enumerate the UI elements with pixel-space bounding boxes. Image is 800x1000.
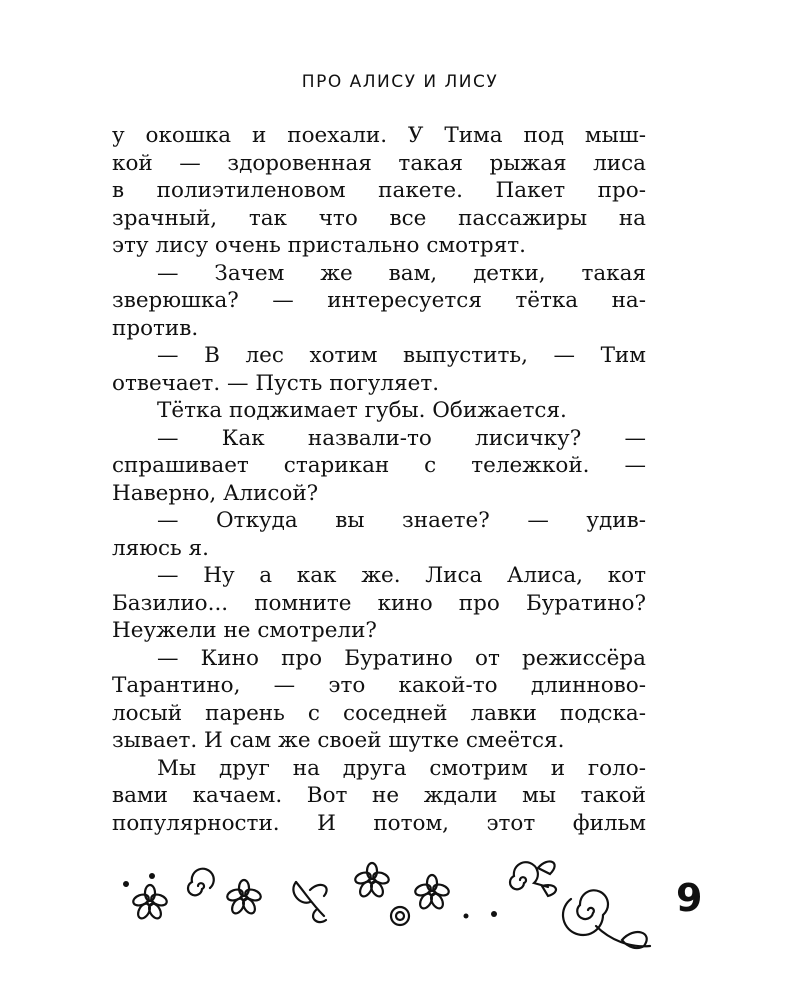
text-line: в полиэтиленовом пакете. Пакет про- [112, 178, 646, 203]
text-line: — Ну а как же. Лиса Алиса, кот [157, 563, 646, 588]
text-line: Тётка поджимает губы. Обижается. [157, 398, 567, 423]
text-line: кой — здоровенная такая рыжая лиса [112, 150, 646, 176]
text-line: Тарантино, — это какой-то длинново- [112, 673, 646, 698]
text-line: — В лес хотим выпустить, — Тим [157, 343, 646, 368]
text-line: против. [112, 315, 199, 341]
dot-icon [149, 873, 155, 879]
text-line: — Кино про Буратино от режиссёра [157, 645, 646, 671]
flower-icon [226, 880, 262, 915]
spiral-icon [391, 907, 409, 925]
dot-icon [491, 911, 497, 917]
text-line: — Откуда вы знаете? — удив- [157, 508, 646, 533]
text-line: у окошка и поехали. У Тима под мыш- [112, 123, 646, 148]
text-line: зрачный, так что все пассажиры на [112, 205, 646, 231]
leaf-sprig-icon [293, 882, 326, 922]
text-line: лосый парень с соседней лавки подска- [112, 700, 646, 726]
text-line: Базилио... помните кино про Буратино? [112, 590, 646, 616]
stem-icon [596, 926, 650, 946]
text-line: — Зачем же вам, детки, такая [157, 260, 646, 286]
page-number: 9 [676, 876, 703, 920]
spiral-icon [188, 869, 214, 896]
text-line: Наверно, Алисой? [112, 480, 319, 506]
text-line: популярности. И потом, этот фильм [112, 810, 646, 836]
text-line: зверюшка? — интересуется тётка на- [112, 288, 646, 313]
text-line: — Как назвали-то лисичку? — [157, 425, 646, 451]
text-line: зывает. И сам же своей шутке смеётся. [112, 728, 565, 753]
leaf-icon [538, 861, 555, 874]
body-text [112, 122, 646, 837]
text-line: Неужели не смотрели? [112, 618, 377, 643]
flower-icon [132, 885, 168, 920]
text-line: отвечает. — Пусть погуляет. [112, 370, 440, 396]
spiral-icon [563, 890, 608, 935]
text-line: спрашивает старикан с тележкой. — [112, 453, 646, 478]
dot-icon [464, 914, 469, 919]
flower-icon [414, 875, 450, 910]
running-header: ПРО АЛИСУ И ЛИСУ [301, 72, 499, 92]
flower-icon [354, 863, 390, 898]
text-line: вами качаем. Вот не ждали мы такой [112, 783, 646, 808]
floral-ornament [110, 852, 670, 962]
text-line: эту лису очень пристально смотрят. [112, 233, 526, 258]
text-line: ляюсь я. [112, 535, 209, 561]
dot-icon [123, 881, 129, 887]
text-line: Мы друг на друга смотрим и голо- [157, 755, 646, 781]
